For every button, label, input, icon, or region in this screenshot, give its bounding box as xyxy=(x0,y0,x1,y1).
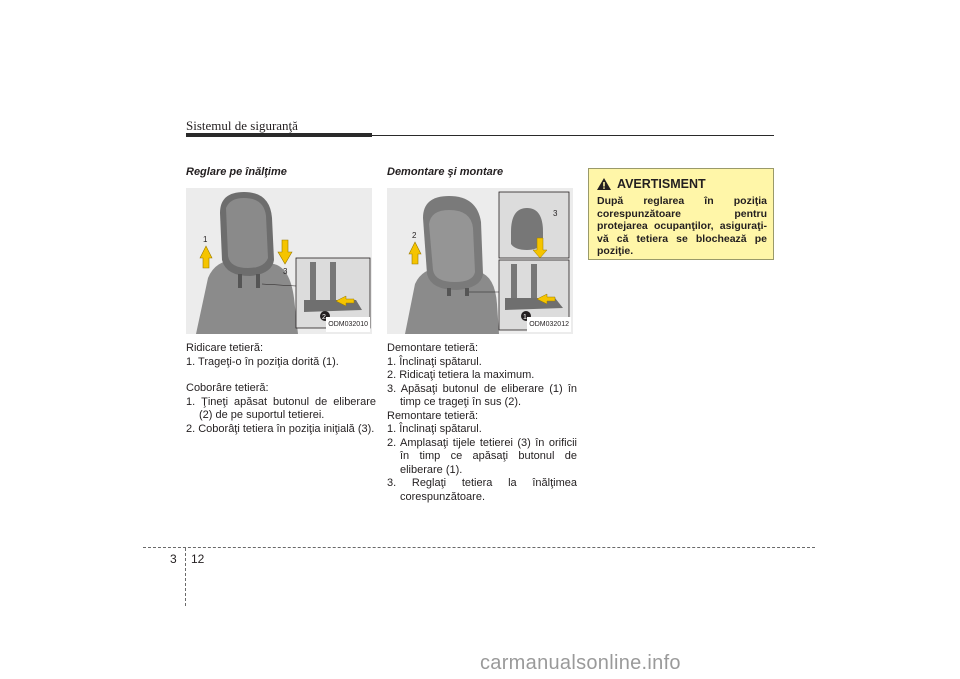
install-title: Remontare tetieră: xyxy=(387,409,479,422)
warning-text: După reglarea în poziţia corespunzătoare pentru protejarea ocupanţilor, asiguraţi-vă că tetiera se blochează pe poziţie. xyxy=(597,195,767,257)
raise-title: Ridicare tetieră: xyxy=(186,342,264,354)
chapter-number: 3 xyxy=(170,552,177,566)
lower-title: Coborâre tetieră: xyxy=(186,382,269,394)
watermark: carmanualsonline.info xyxy=(480,652,681,674)
lower-step: 2. Coborâţi tetiera în poziţia iniţială (3). xyxy=(186,422,375,435)
figure-code: ODM032012 xyxy=(527,317,571,333)
header-rule-thin xyxy=(372,135,774,136)
lower-step: 1. Ţineţi apăsat butonul de eliberare (2) de pe suportul tetierei. xyxy=(186,395,376,421)
figure-code: ODM032010 xyxy=(326,317,370,333)
svg-text:2: 2 xyxy=(322,314,326,321)
svg-text:1: 1 xyxy=(523,314,527,321)
remove-step: 2. Ridicaţi tetiera la maximum. xyxy=(387,369,535,381)
raise-step: 1. Trageţi-o în poziţia dorită (1). xyxy=(186,355,339,368)
svg-text:3: 3 xyxy=(283,267,288,276)
warning-title: AVERTISMENT xyxy=(617,177,706,191)
page-number: 12 xyxy=(191,552,205,566)
figure-headrest-height xyxy=(186,188,372,334)
headrest-height-illustration xyxy=(186,188,372,334)
remove-step: 1. Înclinaţi spătarul. xyxy=(387,355,482,368)
footer-vertical-divider xyxy=(185,548,186,606)
section-subtitle-removal: Demontare şi montare xyxy=(387,166,504,178)
header-rule-thick xyxy=(186,133,372,137)
install-step: 1. Înclinaţi spătarul. xyxy=(387,423,482,435)
left-column xyxy=(186,166,376,436)
svg-text:3: 3 xyxy=(553,209,558,218)
remove-step: 3. Apăsaţi butonul de eliberare (1) în timp ce trageţi în sus (2). xyxy=(387,382,577,408)
footer-divider xyxy=(143,547,815,548)
install-step: 2. Amplasaţi tijele tetierei (3) în orificii în timp ce apăsaţi butonul de eliberare (1). xyxy=(387,436,577,476)
headrest-removal-illustration xyxy=(387,188,573,334)
remove-title: Demontare tetieră: xyxy=(387,342,479,354)
install-step: 3. Reglaţi tetiera la înălţimea corespunzătoare. xyxy=(387,477,577,503)
svg-text:1: 1 xyxy=(203,235,208,244)
section-subtitle-height: Reglare pe înălţime xyxy=(186,166,287,178)
svg-text:2: 2 xyxy=(412,231,417,240)
warning-box xyxy=(588,168,774,260)
page-header-title: Sistemul de siguranţă xyxy=(186,118,298,133)
warning-triangle-icon xyxy=(597,178,611,190)
middle-column xyxy=(387,166,577,504)
figure-headrest-removal xyxy=(387,188,573,334)
